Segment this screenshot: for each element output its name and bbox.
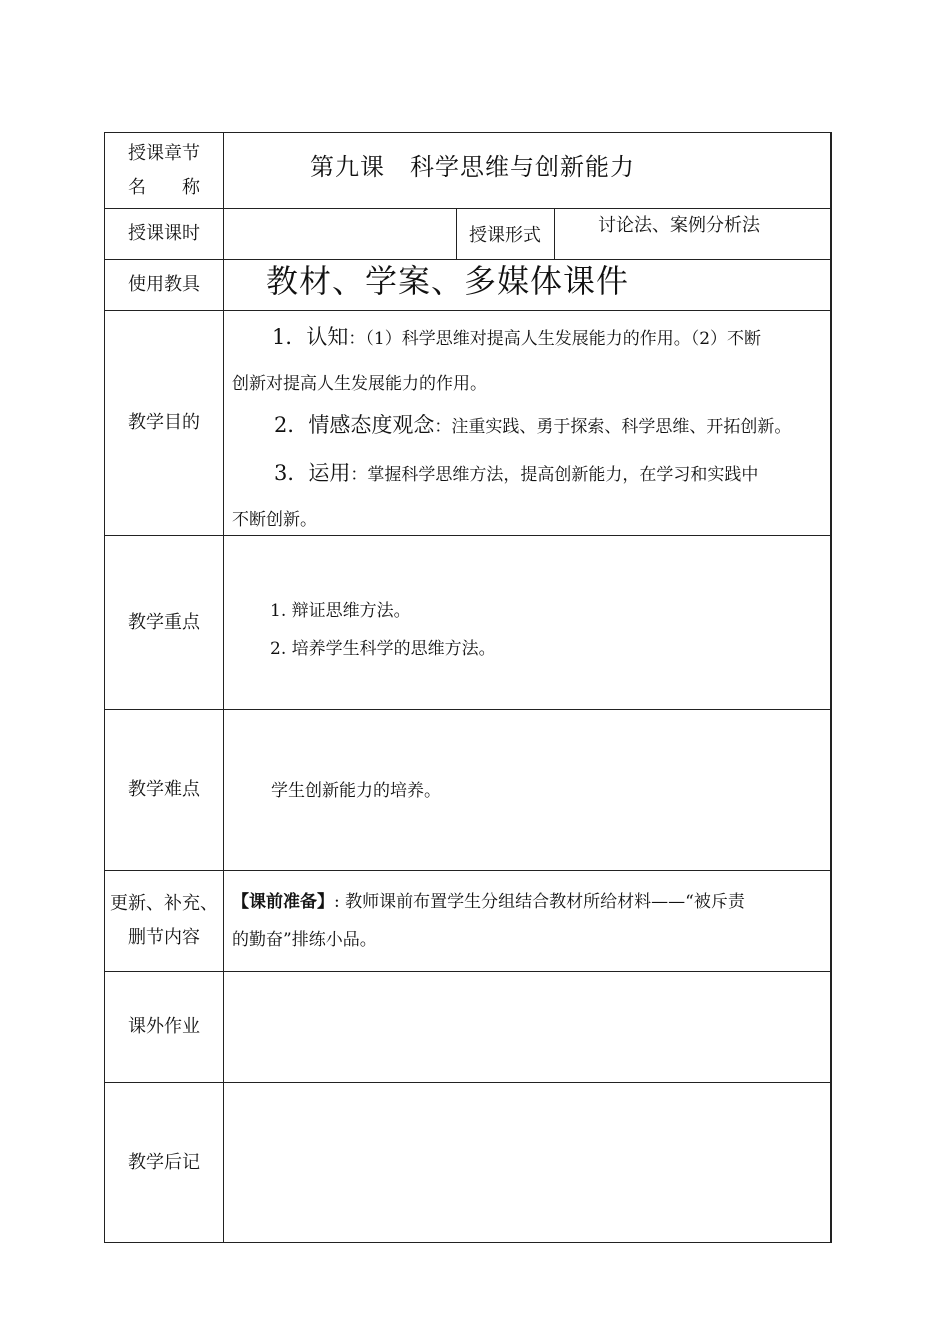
list-item: 1. 辩证思维方法。 bbox=[270, 601, 411, 621]
list-item: 2. 培养学生科学的思维方法。 bbox=[270, 639, 496, 659]
chapter-cell bbox=[224, 133, 830, 208]
row-postscript bbox=[105, 1083, 830, 1242]
label-keypoints: 教学重点 bbox=[105, 536, 224, 709]
label-goals: 教学目的 bbox=[105, 311, 224, 535]
updates-line-2: 的勤奋”排练小品。 bbox=[232, 930, 377, 950]
label-hours: 授课课时 bbox=[105, 209, 224, 259]
hours-cell bbox=[224, 209, 830, 259]
updates-line-1: 【课前准备】: 教师课前布置学生分组结合教材所给材料——“被斥责 bbox=[232, 892, 745, 912]
keypoints-list bbox=[270, 592, 496, 668]
updates-cell bbox=[224, 871, 830, 971]
difficulties-cell bbox=[224, 710, 830, 870]
tools-cell bbox=[224, 260, 830, 310]
keypoints-cell bbox=[224, 536, 830, 709]
label-chapter: 授课章节 名 称 bbox=[105, 133, 224, 208]
tools-value: 教材、学案、多媒体课件 bbox=[266, 262, 630, 300]
label-homework: 课外作业 bbox=[105, 972, 224, 1082]
row-keypoints bbox=[105, 536, 830, 710]
postscript-cell bbox=[224, 1083, 830, 1242]
goal-item-1: 1．认知：（1）科学思维对提高人生发展能力的作用。（2）不断 bbox=[272, 325, 762, 349]
row-difficulties bbox=[105, 710, 830, 871]
row-hours bbox=[105, 209, 830, 260]
label-form: 授课形式 bbox=[469, 225, 541, 246]
label-updates: 更新、补充、 删节内容 bbox=[105, 871, 224, 971]
label-tools: 使用教具 bbox=[105, 260, 224, 310]
difficulties-value: 学生创新能力的培养。 bbox=[271, 781, 441, 801]
form-value: 讨论法、案例分析法 bbox=[598, 215, 760, 236]
divider bbox=[554, 209, 555, 259]
homework-cell bbox=[224, 972, 830, 1082]
goals-cell bbox=[224, 311, 830, 535]
row-chapter bbox=[105, 133, 830, 209]
goal-item-3-cont: 不断创新。 bbox=[232, 510, 317, 530]
goal-item-2: 2．情感态度观念：注重实践、勇于探索、科学思维、开拓创新。 bbox=[274, 413, 792, 437]
row-updates bbox=[105, 871, 830, 972]
label-difficulties: 教学难点 bbox=[105, 710, 224, 870]
row-homework bbox=[105, 972, 830, 1083]
label-postscript: 教学后记 bbox=[105, 1083, 224, 1242]
lesson-plan-table bbox=[104, 132, 832, 1243]
goal-item-1-cont: 创新对提高人生发展能力的作用。 bbox=[232, 374, 487, 394]
row-tools bbox=[105, 260, 830, 311]
chapter-title: 第九课 科学思维与创新能力 bbox=[310, 153, 635, 181]
row-goals bbox=[105, 311, 830, 536]
goal-item-3: 3．运用：掌握科学思维方法，提高创新能力，在学习和实践中 bbox=[274, 461, 759, 485]
